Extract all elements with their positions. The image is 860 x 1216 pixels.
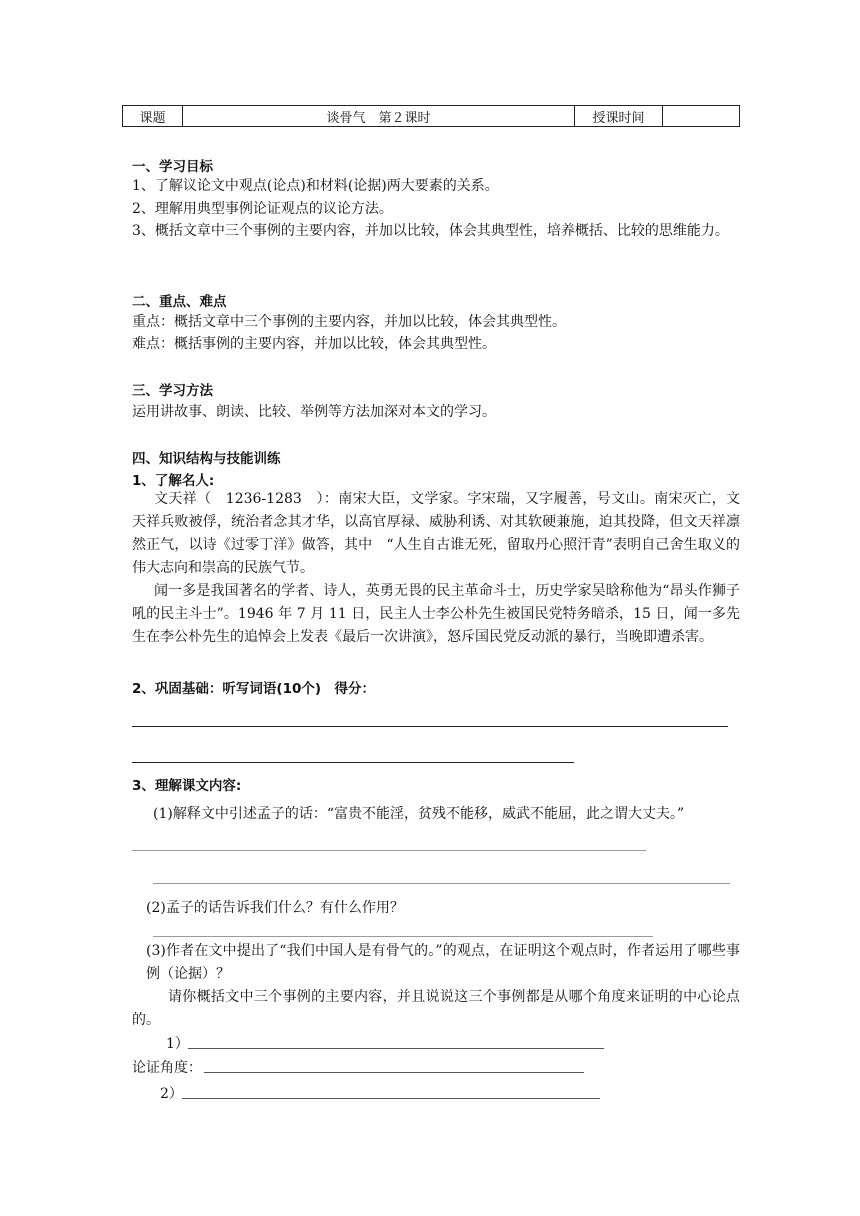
question-2: (2)孟子的话告诉我们什么？有什么作用？ — [146, 900, 404, 916]
answer-line-q1-a[interactable] — [132, 850, 646, 851]
goal-item-3: 3、概括文章中三个事例的主要内容，并加以比较，体会其典型性，培养概括、比较的思维能力。 — [132, 223, 729, 239]
goal-item-1: 1、了解议论文中观点(论点)和材料(论据)两大要素的关系。 — [132, 178, 499, 194]
lesson-header-table — [122, 105, 740, 127]
wen-tianxiang-paragraph: 文天祥（ 1236-1283 ）：南宋大臣，文学家。字宋瑞，又字履善，号文山。南宋灭亡，文天祥兵败被俘，统治者念其才华，以高官厚禄、威胁利诱、对其软硬兼施，迫其投降，但文天祥凛然正气，以诗《过零丁洋》做答，其中 “人生自古谁无死，留取丹心照汗青”表明自己舍生取义的伟大志向和崇高的民族气节。 — [132, 491, 740, 576]
method-text: 运用讲故事、朗读、比较、举例等方法加深对本文的学习。 — [132, 404, 496, 420]
section-knowledge-title: 四、知识结构与技能训练 — [132, 451, 281, 467]
answer-line-q1-b[interactable] — [153, 883, 730, 884]
section-learning-goals-title: 一、学习目标 — [132, 159, 213, 175]
subsection-famous-people: 1、了解名人: — [132, 473, 215, 489]
section-method-title: 三、学习方法 — [132, 383, 213, 399]
section-key-points-title: 二、重点、难点 — [132, 294, 227, 310]
course-title: 谈骨气 第２课时 — [183, 106, 575, 127]
subsection-understanding: 3、理解课文内容: — [132, 778, 242, 794]
wen-yiduo-paragraph: 闻一多是我国著名的学者、诗人，英勇无畏的民主革命斗士，历史学家吴晗称他为“昂头作狮子吼的民主斗士”。1946 年 7 月 11 日，民主人士李公朴先生被国民党特务暗杀，15 日，闻一多先生在李公朴先生的追悼会上发表《最后一次讲演》，怒斥国民党反动派的暴行，当晚即遭杀害。 — [132, 583, 740, 645]
key-point: 重点：概括文章中三个事例的主要内容，并加以比较，体会其典型性。 — [132, 314, 566, 330]
subsection-dictation: 2、巩固基础：听写词语(10个) 得分： — [132, 681, 376, 697]
argument-angle-answer-line[interactable] — [204, 1072, 584, 1073]
question-3-instruction: 请你概括文中三个事例的主要内容，并且说说这三个事例都是从哪个角度来证明的中心论点的。 — [132, 989, 740, 1028]
teaching-time-label: 授课时间 — [575, 106, 663, 127]
dictation-answer-line-1[interactable] — [132, 726, 728, 727]
difficult-point: 难点：概括事例的主要内容，并加以比较，体会其典型性。 — [132, 336, 496, 352]
answer-line-q2[interactable] — [153, 936, 653, 937]
argument-angle-label: 论证角度： — [132, 1060, 202, 1076]
course-label: 课题 — [123, 106, 183, 127]
question-1: (1)解释文中引述孟子的话：“富贵不能淫，贫残不能移，威武不能屈，此之谓大丈夫。” — [153, 806, 685, 822]
teaching-time-value — [663, 106, 740, 127]
example-1-label: 1） — [166, 1036, 189, 1052]
example-1-answer-line[interactable] — [188, 1048, 604, 1049]
example-2-label: 2） — [160, 1086, 183, 1102]
question-3: (3)作者在文中提出了“我们中国人是有骨气的。”的观点，在证明这个观点时，作者运用了哪些事例（论据）？ — [146, 943, 740, 982]
goal-item-2: 2、理解用典型事例论证观点的议论方法。 — [132, 201, 393, 217]
dictation-answer-line-2[interactable] — [132, 762, 574, 763]
example-2-answer-line[interactable] — [182, 1098, 600, 1099]
